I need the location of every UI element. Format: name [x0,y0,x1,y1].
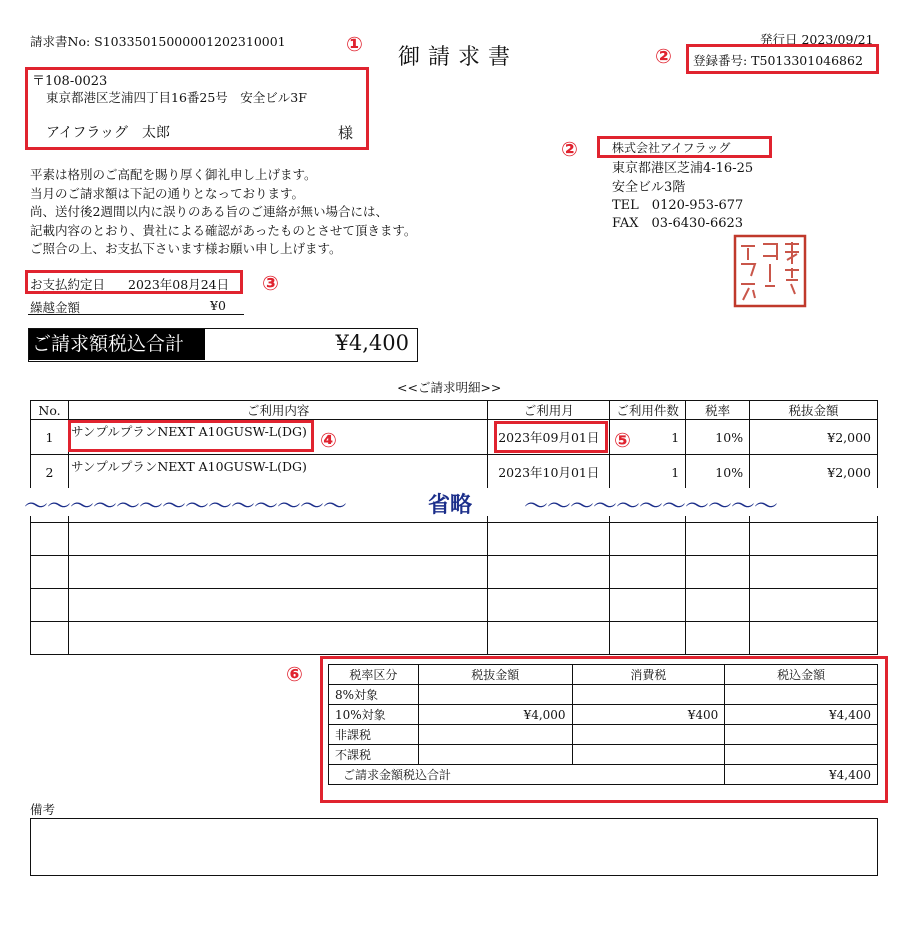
detail-caption: <<ご請求明細>> [397,380,502,395]
recipient-name: アイフラッグ 太郎 [46,125,171,141]
tax-category: 非課税 [329,725,419,745]
tax-summary-table [328,664,878,785]
table-row [31,455,878,490]
annotation-box-month [494,421,608,453]
tax-amount [572,745,725,765]
annotation-box-item [68,420,314,452]
total-box [28,328,418,362]
row-count: 1 [610,455,686,490]
row-amount: ¥2,000 [750,420,878,455]
remarks-box [30,818,878,876]
omission-wave-right: ～～～～～～～～～～～ [524,492,777,520]
omission-wave-left: ～～～～～～～～～～～～～～ [24,492,346,520]
document-title: 御請求書 [398,45,519,70]
recipient-address: 東京都港区芝浦四丁目16番25号 安全ビル3F [46,90,307,105]
greeting-line: ご照合の上、お支払下さいます様お願い申し上げます。 [30,241,342,256]
tax-header-included: 税込金額 [725,665,878,685]
row-no: 2 [31,455,69,490]
row-count: 1 [610,420,686,455]
issuer-tel: TEL 0120-953-677 [612,198,744,213]
remarks-label: 備考 [30,802,56,817]
col-header-count: ご利用件数 [610,401,686,420]
marker-2b: ② [561,137,578,161]
invoice-number: 請求書No: S103350150000012023100​01 [30,34,286,49]
col-header-rate: 税率 [686,401,750,420]
company-seal [733,234,807,308]
table-row [329,705,878,725]
marker-1: ① [346,32,363,56]
row-no: 1 [31,420,69,455]
empty-row [31,556,878,589]
tax-header-excluded: 税抜金額 [418,665,572,685]
marker-2a: ② [655,44,672,68]
tax-header-category: 税率区分 [329,665,419,685]
greeting-line: 当月のご請求額は下記の通りとなっております。 [30,185,305,201]
registration-number: 登録番号: T5013301046862 [693,53,863,68]
col-header-no: No. [31,401,69,420]
tax-excluded [418,725,572,745]
row-rate: 10% [686,455,750,490]
omitted-label: 省略 [428,493,473,518]
tax-excluded [418,685,572,705]
issuer-address1: 東京都港区芝浦4-16-25 [612,161,754,176]
due-date-value: 2023年08月24日 [128,277,230,292]
issuer-address2: 安全ビル3階 [612,180,686,195]
table-row [329,745,878,765]
tax-category: 10%対象 [329,705,419,725]
tax-total-label: ご請求金額税込合計 [329,765,725,785]
greeting-line: 尚、送付後2週間以内に誤りのある旨のご連絡が無い場合には、 [30,204,388,219]
marker-4: ④ [320,428,337,452]
tax-category: 8%対象 [329,685,419,705]
empty-row [31,622,878,655]
carryover-underline [28,314,244,315]
row-amount: ¥2,000 [750,455,878,490]
table-row [329,725,878,745]
row-item: サンプルプランNEXT A10GUSW-L(DG) [68,420,487,455]
total-value: ¥4,400 [335,331,409,355]
greeting-line: 記載内容のとおり、貴社による確認があったものとさせて頂きます。 [30,222,417,238]
marker-6: ⑥ [286,662,303,686]
tax-amount [572,685,725,705]
tax-included [725,685,878,705]
issue-date: 発行日 2023/09/21 [760,32,874,47]
empty-row [31,589,878,622]
tax-amount [572,725,725,745]
col-header-amount: 税抜金額 [750,401,878,420]
issuer-fax: FAX 03-6430-6623 [612,216,744,231]
tax-category: 不課税 [329,745,419,765]
recipient-honorific: 様 [338,124,354,142]
detail-header-row [31,401,878,420]
row-item: サンプルプランNEXT A10GUSW-L(DG) [68,455,487,490]
col-header-item: ご利用内容 [68,401,487,420]
tax-header-row [329,665,878,685]
tax-amount: ¥400 [572,705,725,725]
tax-total-row [329,765,878,785]
tax-header-tax: 消費税 [572,665,725,685]
carryover-label: 繰越金額 [30,300,81,315]
recipient-postal: 〒108-0023 [32,74,108,89]
tax-included: ¥4,400 [725,705,878,725]
row-rate: 10% [686,420,750,455]
greeting-text [30,166,416,259]
total-label: ご請求額税込合計 [29,329,205,360]
row-month: 2023年10月01日 [488,455,610,490]
carryover-value: ¥0 [210,298,226,313]
tax-excluded: ¥4,000 [418,705,572,725]
issuer-company: 株式会社アイフラッグ [612,141,731,155]
tax-total-value: ¥4,400 [725,765,878,785]
tax-excluded [418,745,572,765]
greeting-line: 平素は格別のご高配を賜り厚く御礼申し上げます。 [30,167,317,182]
row-month: 2023年09月01日 [488,420,610,455]
table-row [329,685,878,705]
marker-5: ⑤ [614,428,631,452]
due-date-label: お支払約定日 [30,277,106,292]
marker-3: ③ [262,271,279,295]
tax-included [725,725,878,745]
tax-included [725,745,878,765]
col-header-month: ご利用月 [488,401,610,420]
empty-row [31,523,878,556]
